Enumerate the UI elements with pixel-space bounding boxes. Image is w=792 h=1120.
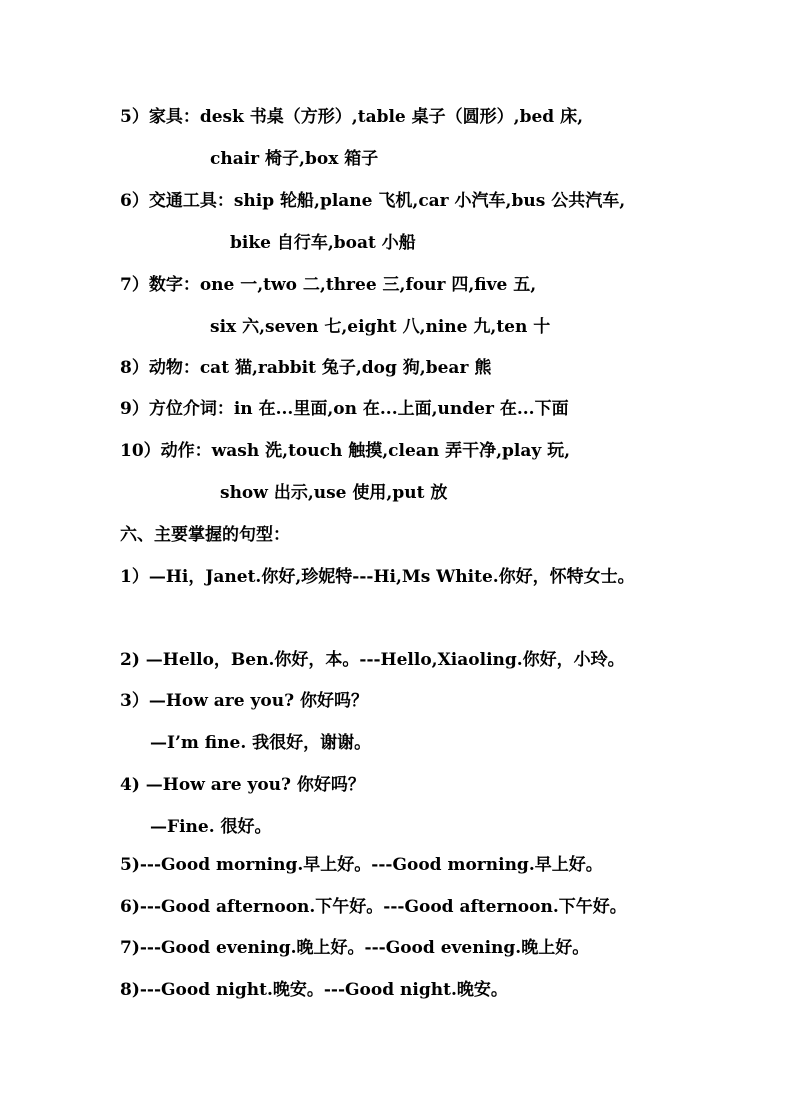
vocab-line-furniture-cont: chair 椅子,box 箱子 [210, 149, 379, 169]
sentence-line-8: 8)---Good night.晚安。---Good night.晚安。 [120, 980, 508, 1000]
sentence-line-3-reply: —I’m fine. 我很好，谢谢。 [150, 733, 372, 753]
sentence-line-5: 5)---Good morning.早上好。---Good morning.早上好。 [120, 855, 603, 875]
vocab-line-transport: 6）交通工具：ship 轮船,plane 飞机,car 小汽车,bus 公共汽车, [120, 191, 626, 211]
sentence-line-4: 4) —How are you? 你好吗？ [120, 775, 365, 795]
vocab-line-numbers-cont: six 六,seven 七,eight 八,nine 九,ten 十 [210, 317, 551, 337]
sentence-line-1: 1）—Hi，Janet.你好,珍妮特---Hi,Ms White.你好，怀特女士。 [120, 567, 635, 587]
vocab-line-prepositions: 9）方位介词：in 在...里面,on 在...上面,under 在...下面 [120, 399, 569, 419]
vocab-line-numbers: 7）数字：one 一,two 二,three 三,four 四,five 五, [120, 275, 537, 295]
sentence-line-2: 2) —Hello，Ben.你好，本。---Hello,Xiaoling.你好，小玲。 [120, 650, 625, 670]
sentence-line-6: 6)---Good afternoon.下午好。---Good afternoon.下午好。 [120, 897, 627, 917]
vocab-line-actions-cont: show 出示,use 使用,put 放 [220, 483, 448, 503]
section-heading-sentences: 六、主要掌握的句型： [120, 525, 290, 545]
vocab-line-transport-cont: bike 自行车,boat 小船 [230, 233, 416, 253]
sentence-line-7: 7)---Good evening.晚上好。---Good evening.晚上好。 [120, 938, 590, 958]
vocab-line-actions: 10）动作：wash 洗,touch 触摸,clean 弄干净,play 玩, [120, 441, 571, 461]
sentence-line-3: 3）—How are you? 你好吗？ [120, 691, 368, 711]
vocab-line-animals: 8）动物：cat 猫,rabbit 兔子,dog 狗,bear 熊 [120, 358, 492, 378]
sentence-line-4-reply: —Fine. 很好。 [150, 817, 272, 837]
vocab-line-furniture: 5）家具：desk 书桌（方形）,table 桌子（圆形）,bed 床, [120, 107, 584, 127]
